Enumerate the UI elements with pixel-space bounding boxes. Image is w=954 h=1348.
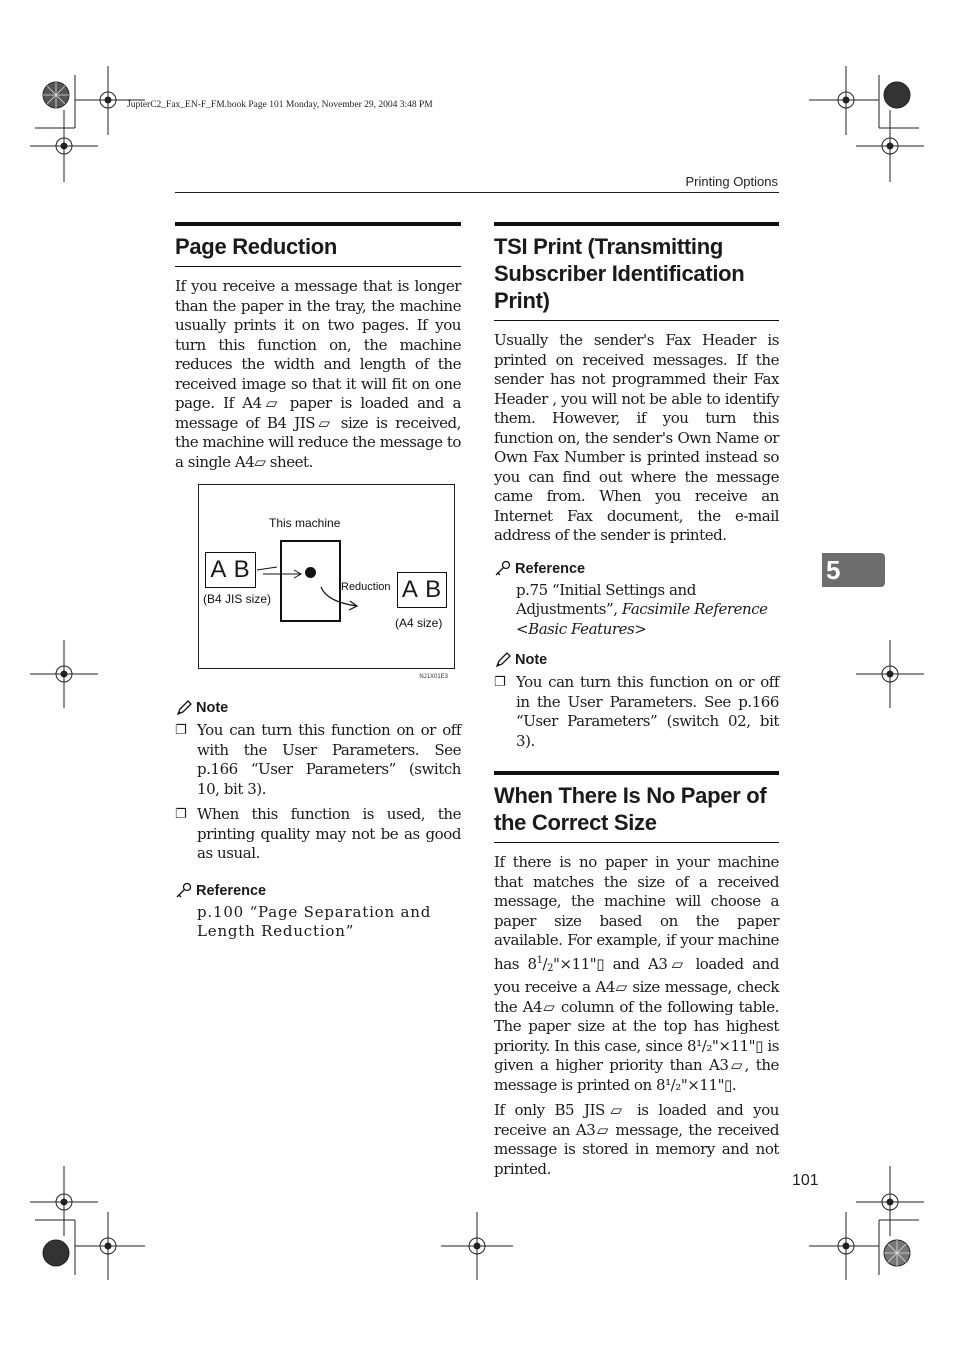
key-icon [494,560,512,578]
note-heading [175,699,461,717]
reference-book-title: Facsimile Reference <Basic Features> [516,600,768,638]
reference-heading-label: Reference [515,560,586,577]
figure-arrows [199,485,456,670]
running-head: Printing Options [685,174,778,189]
reference-text: p.75 “Initial Settings and Adjustments”, [516,580,696,618]
pencil-icon [175,699,193,717]
no-paper-text-a: If there is no paper in your machine that matches the size of a received message, the machine will choose a paper size based on the paper available. For example, if your machine has 8 [494,853,779,973]
page-reduction-body: If you receive a message that is longer than the paper in the tray, the machine usually prints it on two pages. If you turn this function on, the machine reduces the width and length of the received image so that it will fit on one page. If A4▱ paper is loaded and a message of B4 JIS▱ size is received, the machine will reduce the message to a single A4▱ sheet. [175,277,461,471]
reference-heading [494,560,779,578]
note-heading-label: Note [515,652,548,668]
header-rule [175,192,779,193]
page-reduction-figure [198,484,455,680]
note-item-text: You can turn this function on or off with the User Parameters. See p.166 “User Parameters” (switch 10, bit 3). [197,721,461,798]
left-column [175,222,461,942]
checkbox-icon: ❐ [175,807,187,822]
right-column [494,222,779,1179]
section-title-page-reduction: Page Reduction [175,222,461,267]
note-heading-label: Note [196,700,229,716]
reference-link[interactable] [516,581,779,640]
checkbox-icon: ❐ [175,723,187,738]
chapter-tab: 5 [822,553,885,587]
no-paper-body [494,853,779,1095]
note-item-text: When this function is used, the printing quality may not be as good as usual. [197,805,461,862]
no-paper-body-2: If only B5 JIS▱ is loaded and you receive an A3▱ message, the received message is stored in memory and not printed. [494,1101,779,1178]
figure-ab-source: A B [205,552,256,588]
page-number: 101 [792,1172,819,1189]
note-item [175,721,461,799]
file-header: JupterC2_Fax_EN-F_FM.book Page 101 Monday, November 29, 2004 3:48 PM [127,100,433,110]
figure-ab-result: A B [397,572,447,608]
section-title-tsi-print: TSI Print (Transmitting Subscriber Identification Print) [494,222,779,321]
figure-code: NJ1X01E3 [419,674,448,680]
figure-label-b4: (B4 JIS size) [203,592,272,606]
fraction-slash: / [542,954,548,973]
key-icon [175,882,193,900]
reference-heading [175,882,461,900]
note-item [494,673,779,751]
note-heading [494,651,779,669]
reference-heading-label: Reference [196,882,267,899]
checkbox-icon: ❐ [494,675,506,690]
section-title-no-paper: When There Is No Paper of the Correct Size [494,771,779,843]
figure-label-reduction: Reduction [341,581,391,593]
pencil-icon [494,651,512,669]
note-item [175,805,461,864]
tsi-print-body: Usually the sender's Fax Header is printed on received messages. If the sender has not programmed their Fax Header , you will not be able to identify them. However, if you turn this function on, the sender's Own Name or Own Fax Number is printed instead so you can find out where the message came from. When you receive an Internet Fax document, the e-mail address of the sender is printed. [494,331,779,544]
fraction-numerator: 1 [536,954,543,966]
figure-label-a4: (A4 size) [395,616,443,630]
no-paper-text-c: "×11"▯ and A3▱ loaded and you receive a A4▱ size message, check the A4▱ column of the following table. The paper size at the top has highest priority. In this case, since 8¹/₂"×11"▯ is given a higher priority than A3▱, the message is printed on 8¹/₂"×11"▯. [494,954,779,1094]
fraction-denominator: 2 [547,962,554,974]
note-item-text: You can turn this function on or off in the User Parameters. See p.166 “User Parameters” (switch 02, bit 3). [516,673,779,750]
figure-label-this-machine: This machine [269,516,341,530]
reference-link[interactable]: p.100 “Page Separation and Length Reduction” [197,902,432,940]
